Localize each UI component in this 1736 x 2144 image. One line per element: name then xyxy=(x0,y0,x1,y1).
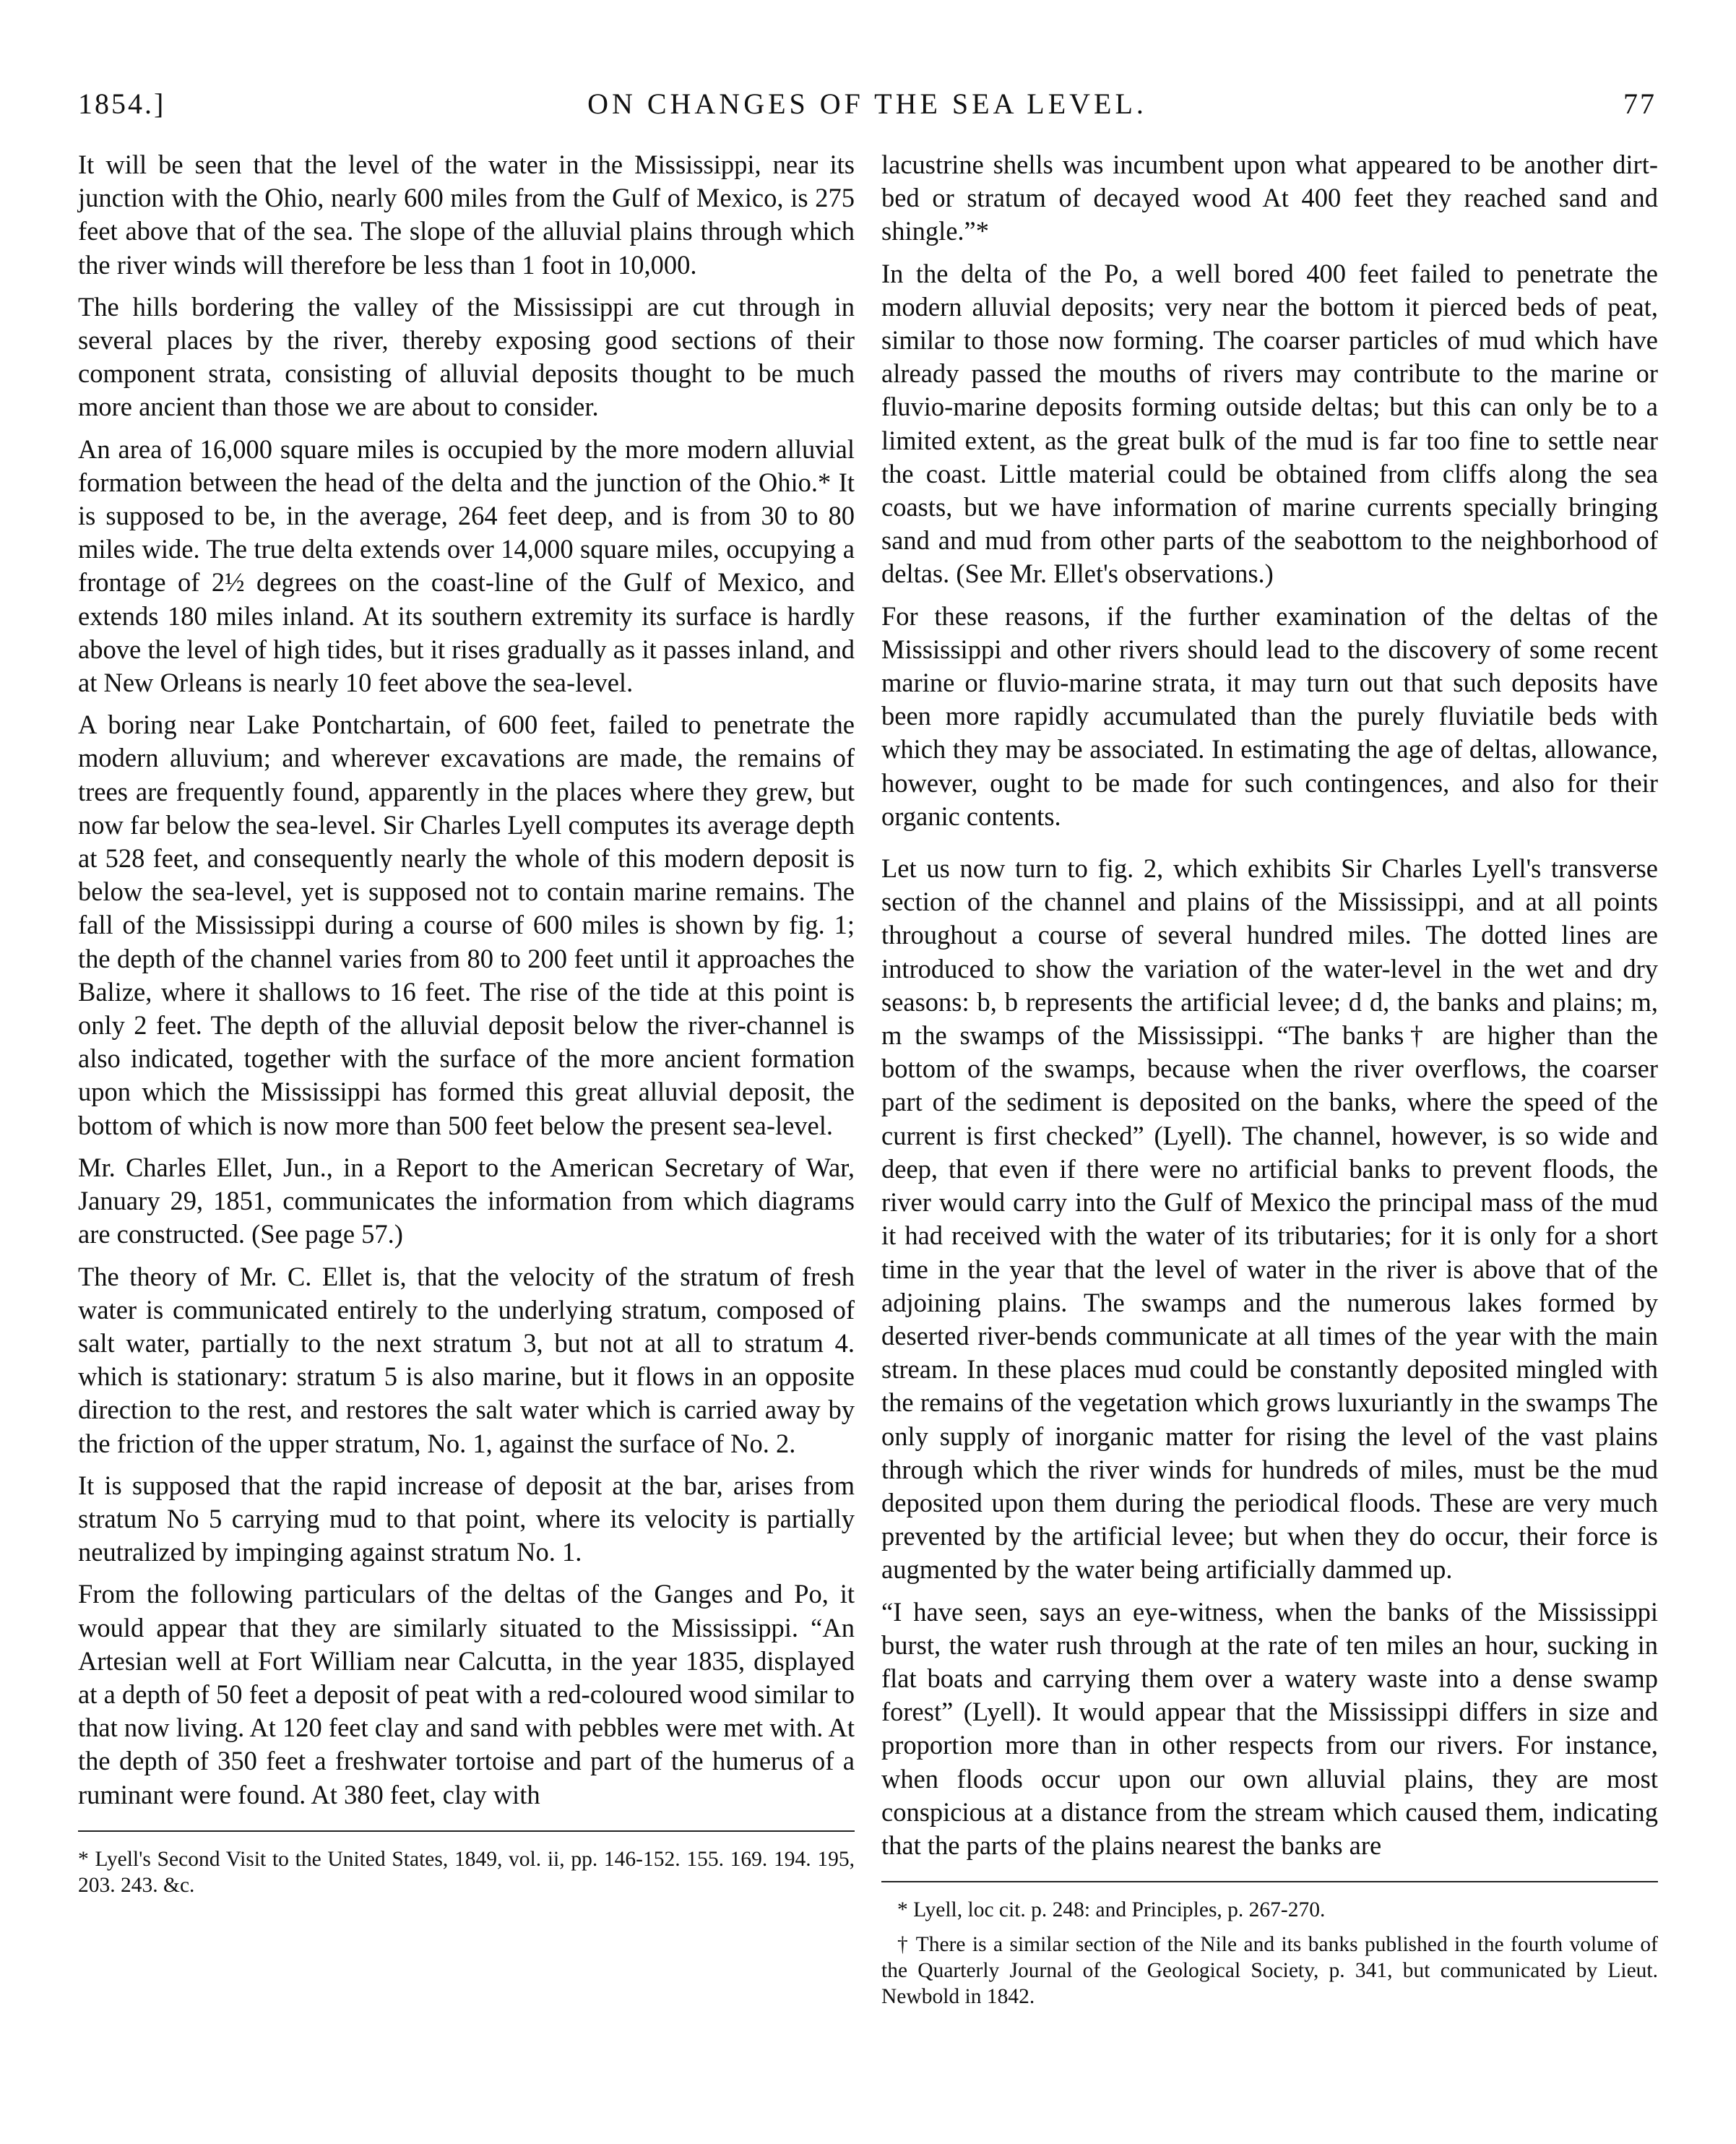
left-paragraph-2: The hills bordering the valley of the Mississippi are cut through in several places by the river, thereby exposing good sections of their component strata, consisting of alluvial deposits thought to be much more ancient than those we are about to consider. xyxy=(78,291,855,422)
left-footnote-rule xyxy=(78,1830,855,1832)
left-paragraph-6: The theory of Mr. C. Ellet is, that the velocity of the stratum of fresh water is communicated entirely to the underlying stratum, composed of salt water, partially to the next stratum 3, but not at all to stratum 4. which is stationary: stratum 5 is also marine, but it flows in an opposite direction to the rest, and restores the salt water which is carried away by the friction of the upper stratum, No. 1, against the surface of No. 2. xyxy=(78,1261,855,1458)
section-gap xyxy=(881,842,1658,852)
right-paragraph-1: lacustrine shells was incumbent upon what appeared to be another dirt-bed or stratum of decayed wood At 400 feet they reached sand and shingle.”* xyxy=(881,150,1658,246)
right-paragraph-3: For these reasons, if the further examination of the deltas of the Mississippi and other rivers should lead to the discovery of some recent marine or fluvio-marine strata, it may turn out that such deposits have been more rapidly accumulated than the purely fluviatile beds with which they may be associated. In estimating the age of deltas, allowance, however, ought to be made for such contingences, and also for their organic contents. xyxy=(881,600,1658,831)
right-footnote-rule xyxy=(881,1881,1658,1882)
right-footnote-2: † There is a similar section of the Nile and its banks published in the fourth volume of the Quarterly Journal of the Geological Society, p. 341, but communicated by Lieut. Newbold in 1842. xyxy=(881,1933,1658,2009)
right-paragraph-2: In the delta of the Po, a well bored 400 feet failed to penetrate the modern alluvial deposits; very near the bottom it pierced beds of peat, similar to those now forming. The coarser particles of mud which have already passed the mouths of rivers may contribute to the marine or fluvio-marine deposits forming outside deltas; but this can only be to a limited extent, as the great bulk of the mud is far too fine to settle near the coast. Little material could be obtained from cliffs along the sea coasts, but we have information of marine currents specially bringing sand and mud from other parts of the seabottom to the neighborhood of deltas. (See Mr. Ellet's observations.) xyxy=(881,258,1658,589)
left-paragraph-7: It is supposed that the rapid increase of deposit at the bar, arises from stratum No 5 carrying mud to that point, where its velocity is partially neutralized by impinging against stratum No. 1. xyxy=(78,1470,855,1567)
right-paragraph-4: Let us now turn to fig. 2, which exhibits Sir Charles Lyell's transverse section of the channel and plains of the Mississippi, and at all points throughout a course of several hundred miles. The dotted lines are introduced to show the variation of the water-level in the wet and dry seasons: b, b represents the artificial levee; d d, the banks and plains; m, m the swamps of the Mississippi. “The banks† are higher than the bottom of the swamps, because when the river overflows, the coarser part of the sediment is deposited on the banks, where the speed of the current is first checked” (Lyell). The channel, however, is so wide and deep, that even if there were no artificial banks to prevent floods, the river would carry into the Gulf of Mexico the principal mass of the mud it had received with the water of its tributaries; for it is only for a short time in the year that the level of water in the river is above that of the adjoining plains. The swamps and the numerous lakes formed by deserted river-bends communicate at all times of the year with the main stream. In these places mud could be constantly deposited mingled with the remains of the vegetation which grows luxuriantly in the swamps The only supply of inorganic matter for rising the level of the vast plains through which the river winds for hundreds of miles, must be the mud deposited upon them during the periodical floods. These are very much prevented by the artificial levee; but when they do occur, their force is augmented by the water being artificially dammed up. xyxy=(881,853,1658,1585)
right-paragraph-5: “I have seen, says an eye-witness, when the banks of the Mississippi burst, the water rush through at the rate of ten miles an hour, sucking in flat boats and carrying them over a watery waste into a dense swamp forest” (Lyell). It would appear that the Mississippi differs in size and proportion more than in other respects from our rivers. For instance, when floods occur upon our own alluvial plains, they are most conspicious at a distance from the stream which caused them, indicating that the parts of the plains nearest the banks are xyxy=(881,1596,1658,1860)
header-year: 1854.] xyxy=(78,87,166,120)
page-number: 77 xyxy=(1623,87,1657,120)
left-paragraph-5: Mr. Charles Ellet, Jun., in a Report to the American Secretary of War, January 29, 1851, communicates the information from which diagrams are constructed. (See page 57.) xyxy=(78,1152,855,1249)
running-head xyxy=(78,87,1657,130)
left-paragraph-3: An area of 16,000 square miles is occupied by the more modern alluvial formation between the head of the delta and the junction of the Ohio.* It is supposed to be, in the average, 264 feet deep, and is from 30 to 80 miles wide. The true delta extends over 14,000 square miles, occupying a frontage of 2½ degrees on the coast-line of the Gulf of Mexico, and extends 180 miles inland. At its southern extremity its surface is hardly above the level of high tides, but it rises gradually as it passes inland, and at New Orleans is nearly 10 feet above the sea-level. xyxy=(78,434,855,698)
left-paragraph-1: It will be seen that the level of the water in the Mississippi, near its junction with the Ohio, nearly 600 miles from the Gulf of Mexico, is 275 feet above that of the sea. The slope of the alluvial plains through which the river winds will therefore be less than 1 foot in 10,000. xyxy=(78,150,855,280)
right-footnote-1: * Lyell, loc cit. p. 248: and Principles, p. 267-270. xyxy=(897,1898,1326,1922)
left-paragraph-8: From the following particulars of the deltas of the Ganges and Po, it would appear that they are similarly situated to the Mississippi. “An Artesian well at Fort William near Calcutta, in the year 1835, displayed at a depth of 50 feet a deposit of peat with a red-coloured wood similar to that now living. At 120 feet clay and sand with pebbles were met with. At the depth of 350 feet a freshwater tortoise and part of the humerus of a ruminant were found. At 380 feet, clay with xyxy=(78,1579,855,1809)
right-column xyxy=(881,148,1658,2018)
left-column xyxy=(78,148,855,1907)
header-title: ON CHANGES OF THE SEA LEVEL. xyxy=(587,87,1147,120)
left-footnote: * Lyell's Second Visit to the United States, 1849, vol. ii, pp. 146-152. 155. 169. 194. 195, 203. 243. &c. xyxy=(78,1847,855,1897)
left-paragraph-4: A boring near Lake Pontchartain, of 600 feet, failed to penetrate the modern alluvium; and wherever excavations are made, the remains of trees are frequently found, apparently in the places where they grew, but now far below the sea-level. Sir Charles Lyell computes its average depth at 528 feet, and consequently nearly the whole of this modern deposit is below the sea-level, yet is supposed not to contain marine remains. The fall of the Mississippi during a course of 600 miles is shown by fig. 1; the depth of the channel varies from 80 to 200 feet until it approaches the Balize, where it shallows to 16 feet. The rise of the tide at this point is only 2 feet. The depth of the alluvial deposit below the river-channel is also indicated, together with the surface of the more ancient formation upon which the Mississippi has formed this great alluvial deposit, the bottom of which is now more than 500 feet below the present sea-level. xyxy=(78,710,855,1140)
